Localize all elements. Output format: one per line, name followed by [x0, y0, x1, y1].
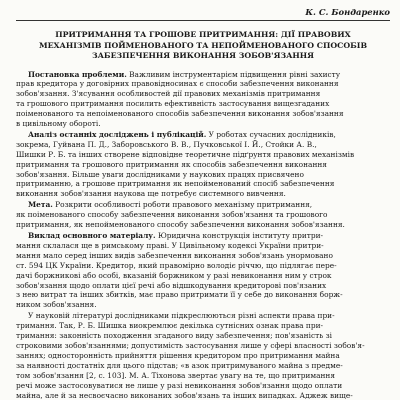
paragraph-lead: Мета.	[28, 200, 53, 210]
text-line: за наявності достатніх для цього підстав; «в азок притримуваного майна з предме-	[16, 360, 343, 370]
text-line: тримання. Так, Р. Б. Шишка виокремлює декілька сутнісних ознак права при-	[16, 321, 324, 331]
paragraph	[16, 311, 390, 400]
header-rule	[16, 20, 390, 21]
paragraph	[16, 200, 390, 230]
text-line: тримання: законність походження згаданого виду забезпечення; пов'язаність зі	[16, 331, 332, 341]
text-line: виконання зобов'язання наукова ще потребує системного вивчення.	[16, 189, 286, 199]
line-text: Розкрити особливості роботи правового механізму притримання,	[52, 200, 313, 210]
paragraph	[16, 70, 390, 129]
text-line: ст. 594 ЦК України. Кредитор, який правомірно володіє річчю, що підлягає перe-	[16, 260, 337, 270]
text-line: заннях; односторонність прийняття рішення кредитором про притримання майна	[16, 350, 340, 360]
text-line	[16, 70, 390, 80]
paragraph-lead: Постановка проблеми.	[28, 69, 127, 79]
text-line: ником зобов'язання.	[16, 300, 97, 310]
text-line: зобов'язання. Більше уваги дослідниками у наукових працях присвячено	[16, 169, 304, 179]
text-line: зобов'язання. З'ясування особливостей дії правових механізмів притримання	[16, 89, 321, 99]
text-line: поіменованого та непоіменованого способів забезпечення виконання зобов'язання	[16, 109, 344, 119]
text-line: з нею витрат та інших збитків, має право притримати її у себе до виконання борж-	[16, 290, 343, 300]
text-line: речі може застосовуватися не лише у разі невиконання зобов'язання щодо оплати	[16, 380, 343, 390]
text-line: в цивільному обороті.	[16, 119, 101, 129]
text-line: мання мало серед інших видів забезпечення виконання зобов'язань унормовано	[16, 250, 333, 260]
text-line: том зобов'язання [2, с. 103]. М. А. Тіхонова звертає увагу на те, що притримання	[16, 370, 336, 380]
text-line	[16, 231, 390, 241]
text-line: зокрема, Гуйвана П. Д., Заборовського В. В., Пучковської І. Й., Стойки А. В.,	[16, 139, 317, 149]
text-line	[16, 200, 390, 210]
line-text: Важливим інструментарієм підвищення рівні захисту	[126, 69, 341, 79]
author-name: К. С. Бондаренко	[305, 7, 390, 17]
article-body	[16, 70, 390, 400]
title-line: МЕХАНІЗМІВ ПОЙМЕНОВАНОГО ТА НЕПОЙМЕНОВАНОГО СПОСОБІВ	[38, 40, 368, 50]
text-line: майна, але й за несвоєчасно виконаних зобов'язань та інших випадках. Аджеж вище-	[16, 390, 353, 400]
text-line	[16, 130, 390, 140]
text-line: притримання, як непойменованого способу забезпечення виконання зобов'язання.	[16, 220, 345, 230]
text-line: зобов'язання щодо оплати цієї речі або відшкодування кредиторові пов'язаних	[16, 280, 327, 290]
line-text: Юридична конструкція інституту притри-	[155, 231, 324, 240]
line-text: У роботах сучасних дослідників,	[206, 129, 336, 139]
text-line: Шишки Р. Б. та інших створене відповідне теоретичне підґрунтя правових механізмів	[16, 149, 355, 159]
text-line: дачі боржникові або особі, вказаній боржником у разі невиконання ним у строк	[16, 270, 332, 280]
article-title	[24, 30, 382, 62]
text-line: прав кредитора у договірних правовідносинах є способи забезпечення виконання	[16, 79, 339, 89]
text-line: притримання та грошового притримання як способів забезпечення виконання	[16, 159, 327, 169]
text-line: як поіменованого способу забезпечення виконання зобов'язання та грошового	[16, 210, 328, 220]
text-line: притриманню, а грошове притримання як непойменований спосіб забезпечення	[16, 179, 335, 189]
title-line: ЗАБЕЗПЕЧЕННЯ ВИКОНАННЯ ЗОБОВ'ЯЗАННЯ	[91, 51, 315, 60]
title-line: ПРИТРИМАННЯ ТА ГРОШОВЕ ПРИТРИМАННЯ: ДІЇ ПРАВОВИХ	[55, 30, 351, 39]
paragraph-lead: Аналіз останніх досліджень і публікацій.	[28, 129, 207, 139]
paragraph	[16, 231, 390, 310]
paragraph-lead: Виклад основного матеріалу.	[28, 231, 156, 240]
text-line: У науковій літературі дослідниками підкреслюються різні аспекти права при-	[28, 311, 335, 321]
text-line: та грошового притримання посилить ефективність застосування вищезгаданих	[16, 99, 330, 109]
text-line: мання склалася ще в римському праві. У Цивільному кодексі України притри-	[16, 240, 324, 250]
paragraph	[16, 130, 390, 199]
text-line: строковими зобов'язаннями; допустимість застосування лише у сфері власності зобов'я-	[16, 340, 365, 350]
